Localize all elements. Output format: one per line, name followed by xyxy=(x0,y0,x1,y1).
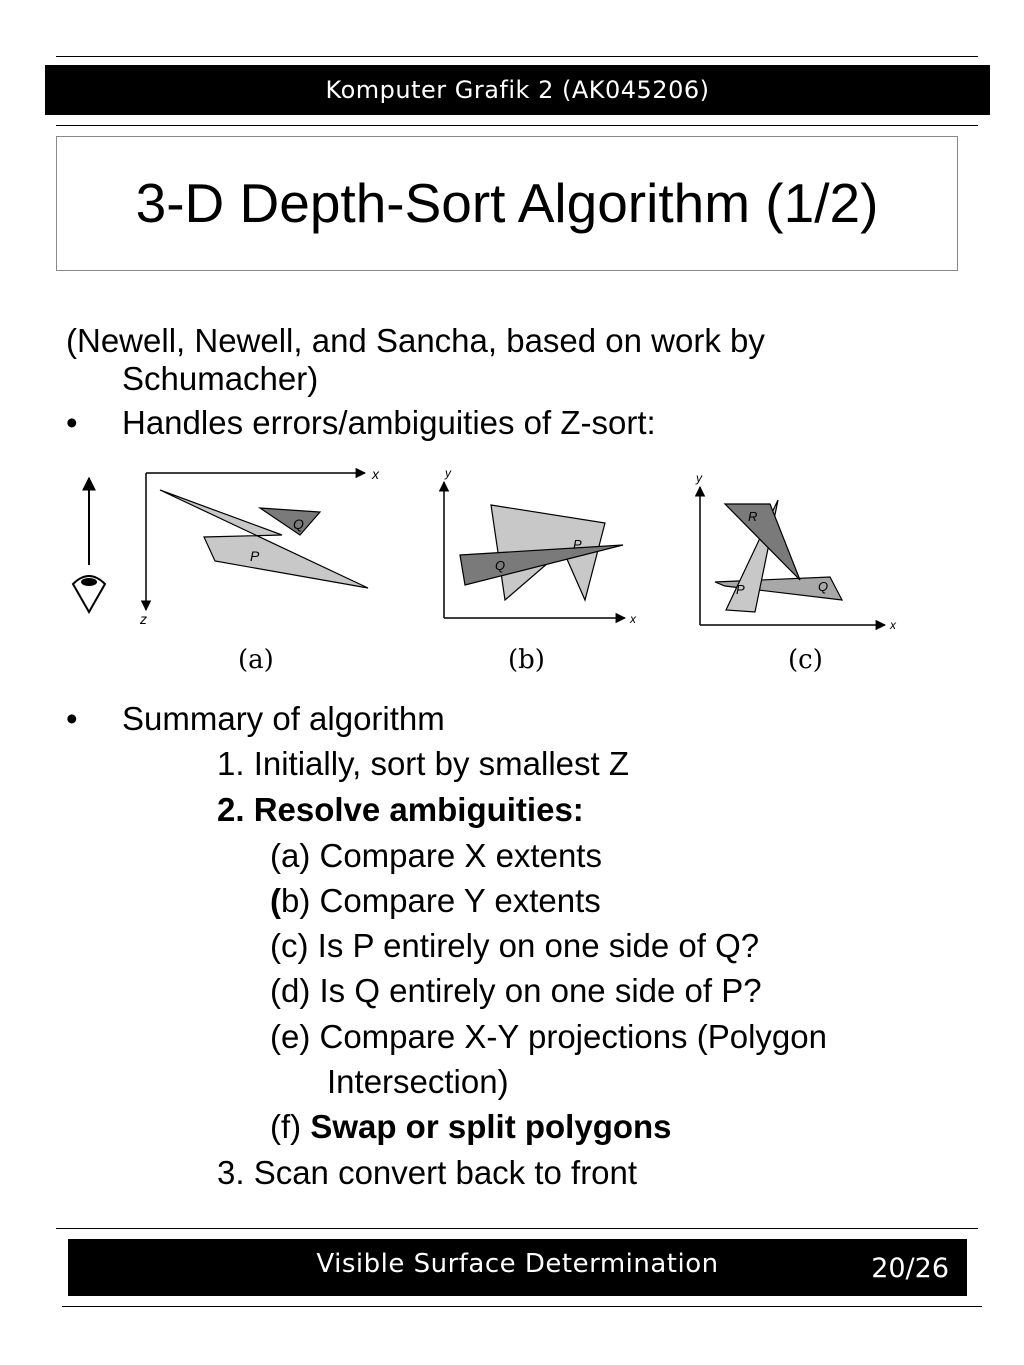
step-3: 3. Scan convert back to front xyxy=(217,1154,638,1191)
panel-a xyxy=(139,466,380,675)
panel-c-axis-x: x xyxy=(890,618,896,632)
intro-line-2: Schumacher) xyxy=(122,360,319,397)
step-2 xyxy=(217,791,584,829)
intro-line-1: (Newell, Newell, and Sancha, based on work by xyxy=(66,322,765,359)
header-under-rule xyxy=(56,125,978,126)
header-bar xyxy=(45,65,990,115)
step-2e: (e) Compare X-Y projections (Polygon xyxy=(270,1018,827,1055)
footer-bottom-rule xyxy=(62,1306,982,1307)
panel-b-polygon-q xyxy=(460,545,623,585)
panel-a-label-p: P xyxy=(250,548,260,564)
intro-text xyxy=(66,322,966,398)
step-2b-text: b) Compare Y extents xyxy=(281,882,601,919)
bullet-summary xyxy=(66,700,445,738)
course-title: Komputer Grafik 2 (AK045206) xyxy=(325,76,710,104)
step-2c: (c) Is P entirely on one side of Q? xyxy=(270,927,760,964)
panel-b xyxy=(444,466,637,675)
footer-bar xyxy=(68,1239,967,1296)
panel-b-label-q: Q xyxy=(495,558,506,573)
panel-a-axis-x: x xyxy=(372,466,379,482)
step-2b xyxy=(270,882,601,920)
eye-viewer xyxy=(73,478,105,612)
footer-top-rule xyxy=(56,1228,978,1229)
step-2f xyxy=(270,1108,672,1146)
top-rule xyxy=(56,56,978,57)
panel-c-label-r: R xyxy=(748,509,758,524)
depth-sort-figure xyxy=(60,460,940,685)
footer-title: Visible Surface Determination xyxy=(316,1249,719,1279)
bullet-handles-text: Handles errors/ambiguities of Z-sort: xyxy=(122,404,656,441)
bullet-summary-text: Summary of algorithm xyxy=(122,700,445,737)
bullet-handles xyxy=(66,404,656,442)
caption-b: (b) xyxy=(508,645,545,675)
step-2f-label: (f) xyxy=(270,1108,311,1145)
slide-title: 3-D Depth-Sort Algorithm (1/2) xyxy=(135,172,879,234)
step-2f-bold: Swap or split polygons xyxy=(310,1108,672,1145)
step-1: 1. Initially, sort by smallest Z xyxy=(217,745,630,782)
step-2b-paren: ( xyxy=(270,882,281,919)
panel-c-label-p: P xyxy=(736,582,745,597)
panel-c-axis-y: y xyxy=(696,471,702,485)
panel-c-label-q: Q xyxy=(818,579,829,594)
step-2d: (d) Is Q entirely on one side of P? xyxy=(270,972,762,1009)
panel-a-label-q: Q xyxy=(293,516,304,532)
step-2-text: 2. Resolve ambiguities: xyxy=(217,791,584,828)
caption-a: (a) xyxy=(238,645,274,675)
bullet-dot: • xyxy=(66,700,78,737)
caption-c: (c) xyxy=(788,645,823,675)
step-2a: (a) Compare X extents xyxy=(270,837,602,874)
panel-a-axis-z: z xyxy=(140,611,147,627)
title-box xyxy=(56,136,958,271)
panel-b-label-p: P xyxy=(573,537,582,552)
bullet-dot: • xyxy=(66,404,78,441)
panel-c xyxy=(695,471,897,675)
panel-b-axis-y: y xyxy=(445,466,451,480)
panel-a-polygon-p xyxy=(160,490,368,588)
panel-b-axis-x: x xyxy=(630,612,636,626)
page-number: 20/26 xyxy=(871,1253,949,1284)
step-2e-cont: Intersection) xyxy=(327,1063,509,1100)
